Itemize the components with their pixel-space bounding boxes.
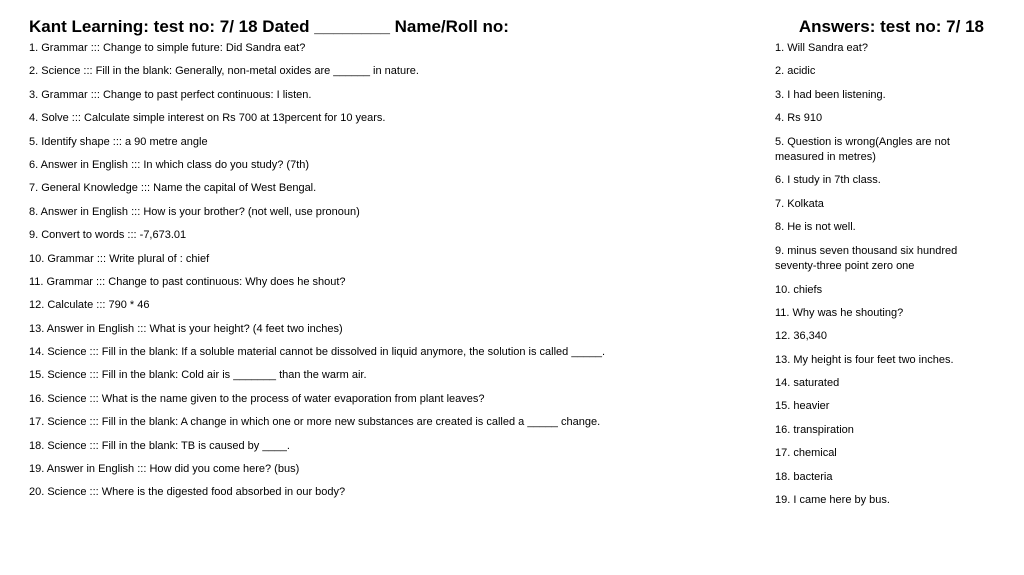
answer-item: 9. minus seven thousand six hundred seventy-three point zero one xyxy=(775,244,958,273)
answer-item: 17. chemical xyxy=(775,447,837,460)
question-item: 13. Answer in English ::: What is your height? (4 feet two inches) xyxy=(29,322,343,335)
answer-item: 10. chiefs xyxy=(775,283,823,296)
answer-item: 2. acidic xyxy=(775,65,816,78)
question-item: 19. Answer in English ::: How did you come here? (bus) xyxy=(29,463,300,476)
question-item: 14. Science ::: Fill in the blank: If a soluble material cannot be dissolved in liquid anymore, the solution is called _____. xyxy=(29,346,605,359)
question-item: 1. Grammar ::: Change to simple future: Did Sandra eat? xyxy=(29,42,306,54)
question-item: 10. Grammar ::: Write plural of : chief xyxy=(29,252,210,265)
answer-item: 18. bacteria xyxy=(775,470,833,483)
answer-item: 16. transpiration xyxy=(775,423,854,436)
question-item: 6. Answer in English ::: In which class do you study? (7th) xyxy=(29,158,310,171)
question-item: 18. Science ::: Fill in the blank: TB is caused by ____. xyxy=(29,439,290,452)
question-item: 17. Science ::: Fill in the blank: A change in which one or more new substances are created is called a _____ change. xyxy=(29,416,601,429)
question-item: 9. Convert to words ::: -7,673.01 xyxy=(29,229,187,242)
question-item: 12. Calculate ::: 790 * 46 xyxy=(29,299,150,312)
question-item: 20. Science ::: Where is the digested food absorbed in our body? xyxy=(29,486,346,499)
answer-item: 6. I study in 7th class. xyxy=(775,174,881,187)
question-item: 15. Science ::: Fill in the blank: Cold air is _______ than the warm air. xyxy=(29,369,367,382)
answer-item: 15. heavier xyxy=(775,400,830,413)
question-item: 5. Identify shape ::: a 90 metre angle xyxy=(29,135,208,148)
question-item: 4. Solve ::: Calculate simple interest on Rs 700 at 13percent for 10 years. xyxy=(29,112,386,125)
question-item: 2. Science ::: Fill in the blank: Generally, non-metal oxides are ______ in nature. xyxy=(29,65,419,78)
answer-item: 5. Question is wrong(Angles are not measured in metres) xyxy=(775,135,950,164)
question-item: 8. Answer in English ::: How is your brother? (not well, use pronoun) xyxy=(29,205,360,218)
answer-item: 13. My height is four feet two inches. xyxy=(775,353,954,366)
answer-item: 14. saturated xyxy=(775,377,840,390)
answer-item: 12. 36,340 xyxy=(775,330,827,343)
answer-item: 19. I came here by bus. xyxy=(775,494,890,507)
questions-title: Kant Learning: test no: 7/ 18 Dated ________ Name/Roll no: xyxy=(29,17,509,36)
question-item: 11. Grammar ::: Change to past continuous: Why does he shout? xyxy=(29,275,346,288)
answers-title: Answers: test no: 7/ 18 xyxy=(798,17,984,36)
answer-item: 7. Kolkata xyxy=(775,197,824,210)
question-item: 3. Grammar ::: Change to past perfect continuous: I listen. xyxy=(29,88,312,101)
question-item: 7. General Knowledge ::: Name the capital of West Bengal. xyxy=(29,182,317,195)
answer-item: 11. Why was he shouting? xyxy=(775,306,904,319)
answer-item: 1. Will Sandra eat? xyxy=(775,42,868,54)
answer-item: 3. I had been listening. xyxy=(775,88,886,101)
questions-list xyxy=(29,41,729,509)
answer-item: 4. Rs 910 xyxy=(775,112,823,125)
answer-item: 8. He is not well. xyxy=(775,221,856,234)
question-item: 16. Science ::: What is the name given to the process of water evaporation from plant leaves? xyxy=(29,392,485,405)
answers-list xyxy=(775,41,975,516)
